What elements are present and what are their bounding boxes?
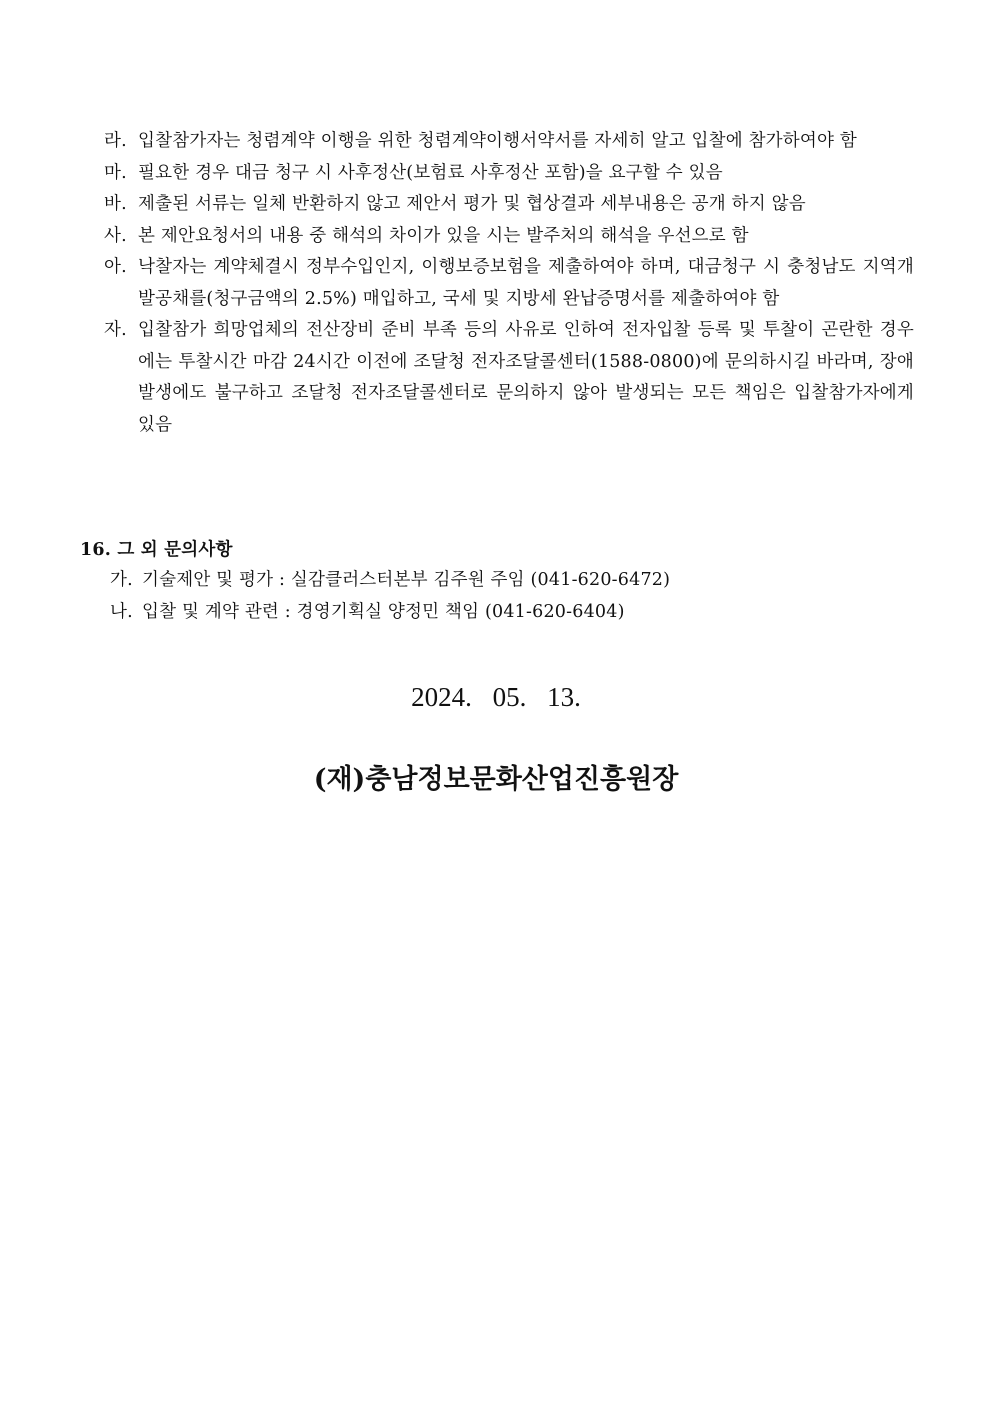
note-item-a (104, 252, 914, 315)
contact-text: 입찰 및 계약 관련 : 경영기획실 양정민 책임 (041-620-6404) (142, 601, 625, 622)
note-item-ja (104, 315, 914, 441)
note-item-sa (104, 221, 914, 253)
section-title: 16. 그 외 문의사항 (80, 540, 233, 560)
note-marker: 바. (104, 194, 127, 214)
note-item-ba (104, 189, 914, 221)
note-marker: 사. (104, 225, 127, 246)
note-marker: 마. (104, 162, 127, 183)
contact-marker: 가. (110, 570, 133, 590)
note-marker: 자. (104, 320, 127, 340)
note-item-ma (104, 158, 914, 190)
note-text: 입찰참가자는 청렴계약 이행을 위한 청렴계약이행서약서를 자세히 알고 입찰에 참가하여야 함 (138, 131, 857, 151)
document-date: 2024. 05. 13. (411, 682, 581, 712)
contact-item-contract (110, 597, 890, 629)
note-text: 입찰참가 희망업체의 전산장비 준비 부족 등의 사유로 인하여 전자입찰 등록 및 투찰이 곤란한 경우에는 투찰시간 마감 24시간 이전에 조달청 전자조달콜센터(1588-0800)에 문의하시길 바라며, 장애발생에도 불구하고 조달청 전자조달콜센터로 문의하지 않아 발생되는 모든 책임은 입찰참가자에게 있음 (138, 320, 914, 435)
contact-item-tech (110, 565, 890, 597)
notes-list (104, 126, 914, 441)
contact-marker: 나. (110, 601, 133, 622)
contact-text: 기술제안 및 평가 : 실감클러스터본부 김주원 주임 (041-620-6472) (142, 570, 671, 590)
note-marker: 아. (104, 257, 127, 277)
note-item-ra (104, 126, 914, 158)
note-text: 본 제안요청서의 내용 중 해석의 차이가 있을 시는 발주처의 해석을 우선으로 함 (138, 225, 749, 246)
note-text: 필요한 경우 대금 청구 시 사후정산(보험료 사후정산 포함)을 요구할 수 있음 (138, 162, 723, 183)
note-text: 제출된 서류는 일체 반환하지 않고 제안서 평가 및 협상결과 세부내용은 공개 하지 않음 (138, 194, 806, 214)
issuer-signature: (재)충남정보문화산업진흥원장 (313, 764, 679, 795)
note-marker: 라. (104, 131, 127, 151)
contact-list (110, 565, 890, 628)
note-text: 낙찰자는 계약체결시 정부수입인지, 이행보증보험을 제출하여야 하며, 대금청구 시 충청남도 지역개발공채를(청구금액의 2.5%) 매입하고, 국세 및 지방세 완납증명서를 제출하여야 함 (138, 257, 914, 309)
